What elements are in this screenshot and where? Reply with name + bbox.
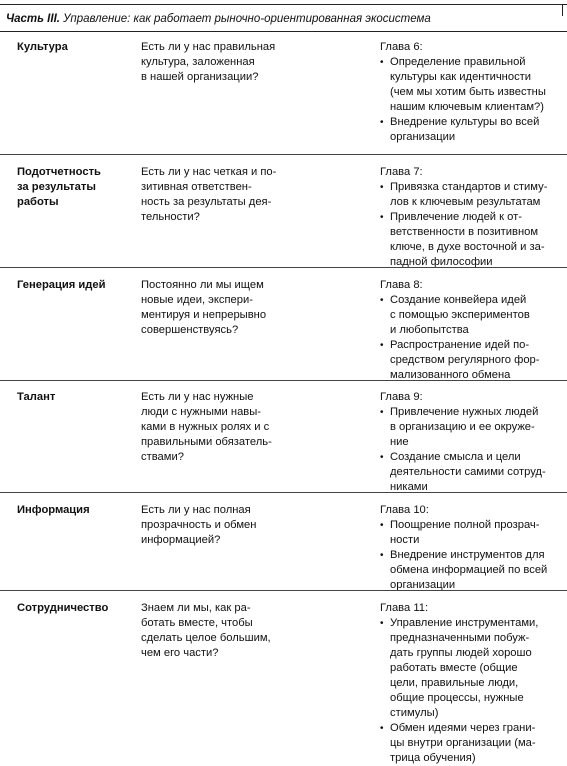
chapter-bullet: • Поощрение полной прозрач- ности <box>380 518 558 548</box>
row-divider <box>0 267 567 268</box>
chapter-bullet: • Распространение идей по- средством регулярного фор- мализованного обмена <box>380 338 558 383</box>
chapter-bullet: • Привлечение людей к от- ветственности в позитивном ключе, в духе восточной и за- падной философии <box>380 210 558 270</box>
chapter-title: Глава 10: <box>380 504 429 516</box>
row-heading: Сотрудничество <box>17 602 109 614</box>
running-header <box>6 13 431 25</box>
top-rule-tick <box>562 4 563 16</box>
row-question: Есть ли у нас нужные люди с нужными навы- ками в нужных ролях и с правильными обязатель- ствами? <box>141 391 272 463</box>
row-chapter-block <box>380 503 558 593</box>
chapter-bullet: • Привязка стандартов и стиму- лов к ключевым результатам <box>380 180 558 210</box>
chapter-bullet: • Внедрение инструментов для обмена информацией по всей организации <box>380 548 558 593</box>
header-part: Часть III. <box>6 13 60 25</box>
row-chapter-block <box>380 165 558 270</box>
row-question: Постоянно ли мы ищем новые идеи, экспери- ментируя и непрерывно совершенствуясь? <box>141 279 267 336</box>
row-heading: Талант <box>17 391 56 403</box>
row-chapter-block <box>380 390 558 495</box>
chapter-bullet: • Обмен идеями через грани- цы внутри организации (ма- трица обучения) <box>380 721 558 766</box>
chapter-bullet: • Создание конвейера идей с помощью экспериментов и любопытства <box>380 293 558 338</box>
row-question: Есть ли у нас четкая и по- зитивная ответствен- ность за результаты дея- тельности? <box>141 166 277 223</box>
chapter-bullet: • Управление инструментами, предназначенными побуж- дать группы людей хорошо работать вместе (общие цели, правильные люди, общие процессы, нужные стимулы) <box>380 616 558 721</box>
row-divider <box>0 154 567 155</box>
chapter-title: Глава 11: <box>380 602 429 614</box>
row-question: Знаем ли мы, как ра- ботать вместе, чтобы сделать целое большим, чем его части? <box>141 602 271 659</box>
row-chapter-block <box>380 40 558 145</box>
chapter-title: Глава 8: <box>380 279 423 291</box>
row-heading: Генерация идей <box>17 279 106 291</box>
top-rule <box>0 4 567 5</box>
row-heading: Подотчетность за результаты работы <box>17 166 101 208</box>
chapter-bullet: • Привлечение нужных людей в организацию и ее окруже- ние <box>380 405 558 450</box>
header-rule <box>0 31 567 32</box>
row-divider <box>0 380 567 381</box>
row-question: Есть ли у нас полная прозрачность и обмен информацией? <box>141 504 257 546</box>
row-divider <box>0 492 567 493</box>
chapter-title: Глава 9: <box>380 391 423 403</box>
chapter-bullet: • Создание смысла и цели деятельности самими сотруд- никами <box>380 450 558 495</box>
row-question: Есть ли у нас правильная культура, заложенная в нашей организации? <box>141 41 276 83</box>
chapter-title: Глава 6: <box>380 41 423 53</box>
row-divider <box>0 590 567 591</box>
row-heading: Информация <box>17 504 90 516</box>
row-chapter-block <box>380 278 558 383</box>
row-chapter-block <box>380 601 558 766</box>
row-heading: Культура <box>17 41 68 53</box>
header-title: Управление: как работает рыночно-ориентированная экосистема <box>63 13 431 25</box>
chapter-bullet: • Внедрение культуры во всей организации <box>380 115 558 145</box>
chapter-title: Глава 7: <box>380 166 423 178</box>
chapter-bullet: • Определение правильной культуры как идентичности (чем мы хотим быть известны нашим ключевым клиентам?) <box>380 55 558 115</box>
